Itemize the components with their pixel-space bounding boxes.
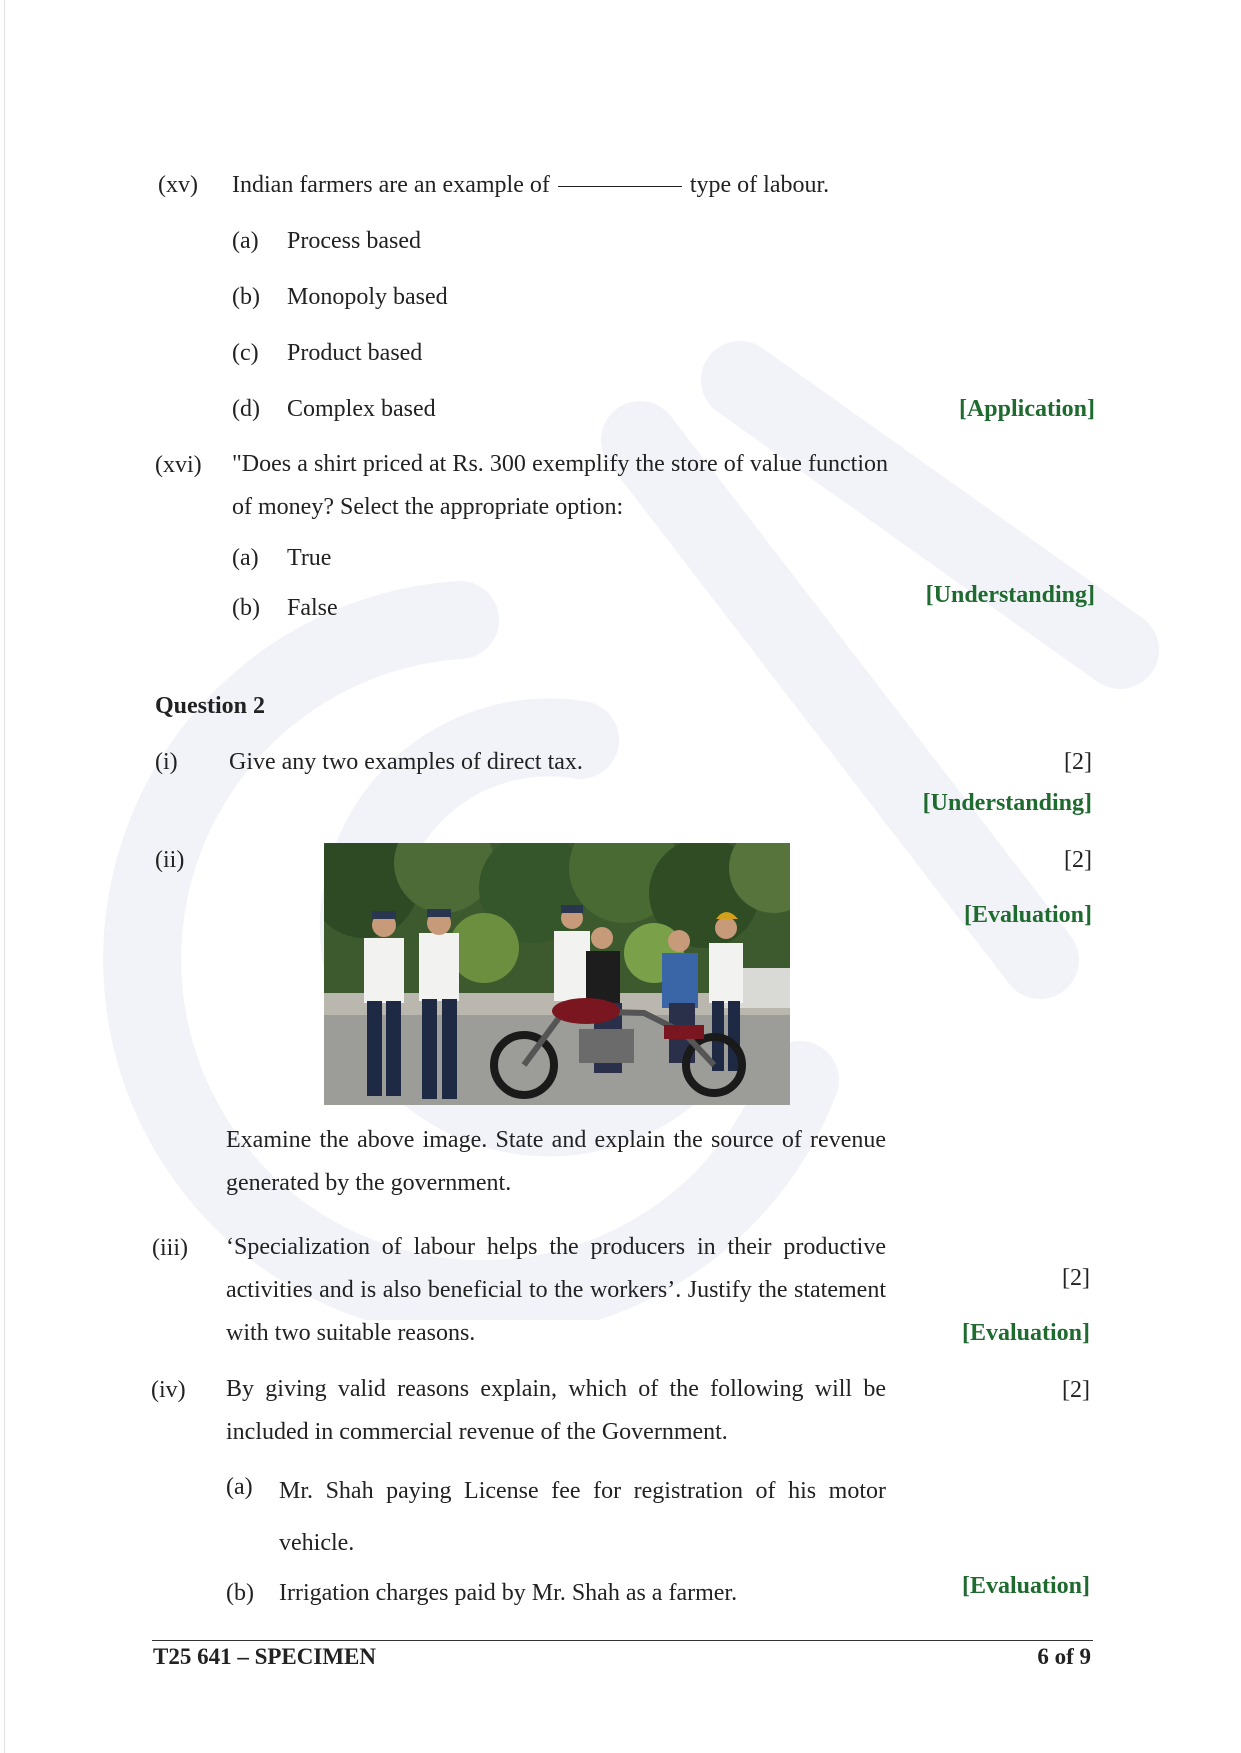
marks: [2] [1062, 1377, 1090, 1403]
marks: [2] [1064, 847, 1092, 873]
marks: [2] [1062, 1265, 1090, 1291]
skill-tag: [Evaluation] [961, 1573, 1090, 1599]
q16-skill-tag: [Understanding] [925, 582, 1095, 608]
q15-option-letter: (a) [232, 228, 259, 254]
part-number: (ii) [155, 847, 185, 873]
part-text: By giving valid reasons explain, which of the following will be included in commercial revenue of the Government. [226, 1376, 886, 1445]
part-text: Give any two examples of direct tax. [229, 749, 583, 775]
skill-tag: [Evaluation] [963, 902, 1092, 928]
q15-option-letter: (c) [232, 340, 259, 366]
part-text: Examine the above image. State and explain the source of revenue generated by the government. [226, 1127, 886, 1196]
q15-stem [232, 170, 829, 200]
q15-blank [558, 186, 682, 187]
q16-option-letter: (a) [232, 545, 259, 571]
q15-option-text: Complex based [287, 396, 436, 422]
q16-option-text: True [287, 545, 332, 571]
q15-option-letter: (b) [232, 284, 260, 310]
option-text: Mr. Shah paying License fee for registration of his motor vehicle. [279, 1478, 886, 1556]
q15-text-before: Indian farmers are an example of [232, 172, 550, 198]
skill-tag: [Evaluation] [961, 1320, 1090, 1346]
marks: [2] [1064, 749, 1092, 775]
option-text: Irrigation charges paid by Mr. Shah as a farmer. [279, 1580, 738, 1606]
footer-rule [152, 1640, 1093, 1641]
part-number: (iii) [152, 1235, 188, 1261]
q16-option-letter: (b) [232, 595, 260, 621]
q15-skill-tag: [Application] [958, 396, 1095, 422]
traffic-police-photo [324, 843, 790, 1105]
option-letter: (b) [226, 1580, 254, 1606]
skill-tag: [Understanding] [922, 790, 1092, 816]
q15-option-text: Product based [287, 340, 423, 366]
part-number: (i) [155, 749, 178, 775]
question-heading: Question 2 [155, 693, 266, 719]
option-letter: (a) [226, 1474, 253, 1500]
q15-option-text: Monopoly based [287, 284, 448, 310]
part-text: ‘Specialization of labour helps the producers in their productive activities and is also beneficial to the workers’. Justify the statement with two suitable reasons. [226, 1234, 886, 1346]
part-number: (iv) [151, 1377, 186, 1403]
footer-code: T25 641 – SPECIMEN [153, 1644, 376, 1669]
q15-number: (xv) [158, 172, 198, 198]
q15-option-text: Process based [287, 228, 421, 254]
page-number: 6 of 9 [1037, 1644, 1091, 1669]
q16-number: (xvi) [155, 452, 202, 478]
q16-text: "Does a shirt priced at Rs. 300 exemplify the store of value function of money? Select the appropriate option: [232, 451, 888, 520]
q15-option-letter: (d) [232, 396, 260, 422]
q15-text-after: type of labour. [689, 172, 830, 198]
q16-option-text: False [287, 595, 338, 621]
page-edge [4, 0, 5, 1753]
